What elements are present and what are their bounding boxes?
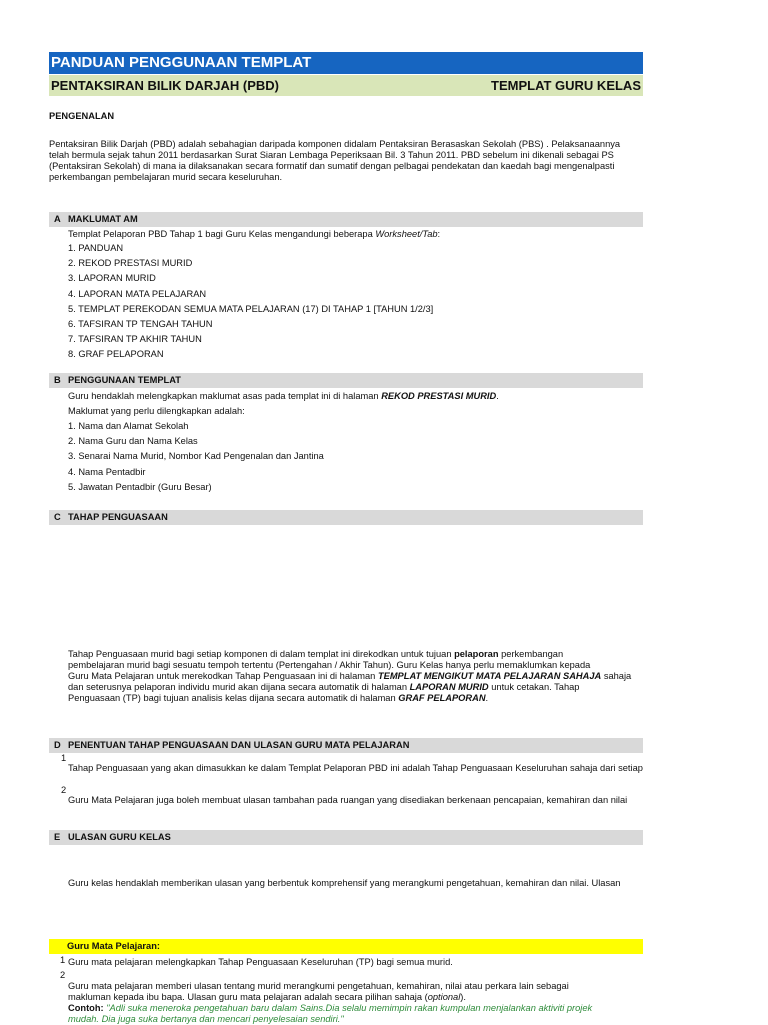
section-a-header bbox=[49, 212, 643, 227]
section-d-text-1: Tahap Penguasaan yang akan dimasukkan ke dalam Templat Pelaporan PBD ini adalah Tahap Penguasaan Keseluruhan sahaja dari setiap bbox=[68, 763, 643, 773]
section-d-header bbox=[49, 738, 643, 753]
text: Templat Pelaporan PBD Tahap 1 bagi Guru Kelas mengandungi beberapa bbox=[68, 229, 376, 239]
text: dan seterusnya pelaporan individu murid akan dijana secara automatik di halaman bbox=[68, 682, 410, 692]
text-italic: optional bbox=[427, 992, 461, 1002]
list-item: 3. LAPORAN MURID bbox=[68, 273, 156, 284]
text-bold: LAPORAN MURID bbox=[409, 682, 489, 692]
text: ). bbox=[460, 992, 466, 1002]
para-line bbox=[68, 671, 631, 682]
example-text: mudah. Dia juga suka bertanya dan mencari penyelesaian sendiri." bbox=[68, 1014, 344, 1024]
example-text: "Adli suka meneroka pengetahuan baru dalam Sains.Dia selalu memimpin rakan kumpulan menjalankan aktiviti projek bbox=[106, 1003, 593, 1013]
text: Guru hendaklah melengkapkan maklumat asas pada templat ini di halaman bbox=[68, 391, 382, 401]
text: Tahap Penguasaan murid bagi setiap komponen di dalam templat ini direkodkan untuk tujuan bbox=[68, 649, 455, 659]
section-letter: C bbox=[54, 512, 61, 522]
para-line bbox=[68, 682, 631, 693]
text: : bbox=[437, 229, 441, 239]
text-bold: pelaporan bbox=[454, 649, 499, 659]
example-label: Contoh: bbox=[68, 1003, 107, 1013]
section-title: PENENTUAN TAHAP PENGUASAAN DAN ULASAN GURU MATA PELAJARAN bbox=[68, 740, 410, 750]
para-line: Guru mata pelajaran memberi ulasan tentang murid merangkumi pengetahuan, kemahiran, nilai atau perkara lain sebagai bbox=[68, 981, 569, 991]
section-title: PENGGUNAAN TEMPLAT bbox=[68, 375, 181, 385]
section-letter: E bbox=[54, 832, 61, 842]
section-e-text: Guru kelas hendaklah memberikan ulasan yang berbentuk komprehensif yang merangkumi pengetahuan, kemahiran dan nilai. Ulasan bbox=[68, 878, 621, 888]
list-item: 2. REKOD PRESTASI MURID bbox=[68, 258, 193, 269]
text: untuk cetakan. Tahap bbox=[488, 682, 580, 692]
section-b-line1 bbox=[68, 391, 499, 402]
page-title: PANDUAN PENGGUNAAN TEMPLAT bbox=[49, 52, 643, 74]
section-c-paragraph bbox=[68, 649, 631, 704]
subheading-guru-mata-pelajaran: Guru Mata Pelajaran: bbox=[49, 939, 643, 954]
para-line bbox=[68, 992, 592, 1003]
list-item: 5. TEMPLAT PEREKODAN SEMUA MATA PELAJARAN (17) DI TAHAP 1 [TAHUN 1/2/3] bbox=[68, 303, 434, 314]
section-e-header bbox=[49, 830, 643, 845]
para-line: pembelajaran murid bagi sesuatu tempoh tertentu (Pertengahan / Akhir Tahun). Guru Kelas hanya perlu memaklumkan kepada bbox=[68, 660, 591, 670]
section-title: MAKLUMAT AM bbox=[68, 214, 138, 224]
subtitle-right: TEMPLAT GURU KELAS bbox=[491, 78, 641, 93]
section-title: ULASAN GURU KELAS bbox=[68, 832, 171, 842]
para-line bbox=[68, 693, 631, 704]
list-item: 2. Nama Guru dan Nama Kelas bbox=[68, 436, 198, 447]
item-number: 1 bbox=[61, 753, 67, 763]
text: . bbox=[496, 391, 499, 401]
section-a-list bbox=[68, 241, 433, 363]
section-letter: B bbox=[54, 375, 61, 385]
text-bold: GRAF PELAPORAN bbox=[398, 693, 486, 703]
subtitle-left: PENTAKSIRAN BILIK DARJAH (PBD) bbox=[51, 78, 279, 93]
text: sahaja bbox=[601, 671, 632, 681]
para-line bbox=[68, 649, 631, 660]
intro-line: (Pentaksiran Sekolah) di mana ia dilaksanakan secara formatif dan sumatif dengan pelbagai pendekatan dan kaedah bagi mengenalpasti bbox=[49, 161, 615, 171]
section-letter: D bbox=[54, 740, 61, 750]
section-c-header bbox=[49, 510, 643, 525]
section-letter: A bbox=[54, 214, 61, 224]
text: perkembangan bbox=[498, 649, 564, 659]
subtitle-bar bbox=[49, 75, 643, 96]
section-a-intro bbox=[68, 229, 440, 240]
list-item: 7. TAFSIRAN TP AKHIR TAHUN bbox=[68, 334, 202, 345]
section-e-item-2 bbox=[68, 981, 592, 1025]
intro-heading: PENGENALAN bbox=[49, 111, 115, 121]
item-number: 1 bbox=[60, 955, 66, 965]
text-italic: Worksheet/Tab bbox=[375, 229, 438, 239]
section-b-header bbox=[49, 373, 643, 388]
section-b-list bbox=[68, 419, 324, 495]
item-number: 2 bbox=[60, 970, 66, 980]
text-bold: TEMPLAT MENGIKUT MATA PELAJARAN SAHAJA bbox=[377, 671, 602, 681]
section-title: TAHAP PENGUASAAN bbox=[68, 512, 168, 522]
list-item: 4. Nama Pentadbir bbox=[68, 466, 146, 477]
item-number: 2 bbox=[61, 785, 67, 795]
intro-line: telah bermula sejak tahun 2011 berdasarkan Surat Siaran Lembaga Peperiksaan Bil. 3 Tahun 2011. PBD sebelum ini dikenali sebagai PS bbox=[49, 150, 614, 160]
section-b-line2: Maklumat yang perlu dilengkapkan adalah: bbox=[68, 406, 245, 416]
list-item: 3. Senarai Nama Murid, Nombor Kad Pengenalan dan Jantina bbox=[68, 451, 324, 462]
section-d-text-2: Guru Mata Pelajaran juga boleh membuat ulasan tambahan pada ruangan yang disediakan berkenaan pencapaian, kemahiran dan nilai bbox=[68, 795, 628, 805]
text: makluman kepada ibu bapa. Ulasan guru mata pelajaran adalah secara pilihan sahaja ( bbox=[68, 992, 428, 1002]
list-item: 4. LAPORAN MATA PELAJARAN bbox=[68, 288, 207, 299]
para-line bbox=[68, 1003, 592, 1014]
text-bold: REKOD PRESTASI MURID bbox=[381, 391, 497, 401]
intro-paragraph bbox=[49, 139, 620, 183]
text: Penguasaan (TP) bagi tujuan analisis kelas dijana secara automatik di halaman bbox=[68, 693, 399, 703]
list-item: 1. PANDUAN bbox=[68, 243, 124, 253]
text: . bbox=[485, 693, 489, 703]
text: Guru Mata Pelajaran untuk merekodkan Tahap Penguasaan ini di halaman bbox=[68, 671, 378, 681]
list-item: 6. TAFSIRAN TP TENGAH TAHUN bbox=[68, 319, 213, 330]
section-e-item-1: Guru mata pelajaran melengkapkan Tahap Penguasaan Keseluruhan (TP) bagi semua murid. bbox=[68, 957, 453, 967]
list-item: 1. Nama dan Alamat Sekolah bbox=[68, 421, 189, 431]
intro-line: perkembangan pembelajaran murid secara keseluruhan. bbox=[49, 172, 283, 182]
list-item: 8. GRAF PELAPORAN bbox=[68, 349, 164, 360]
list-item: 5. Jawatan Pentadbir (Guru Besar) bbox=[68, 481, 212, 492]
intro-line: Pentaksiran Bilik Darjah (PBD) adalah sebahagian daripada komponen didalam Pentaksiran Berasaskan Sekolah (PBS) . Pelaksanaannya bbox=[49, 139, 621, 149]
